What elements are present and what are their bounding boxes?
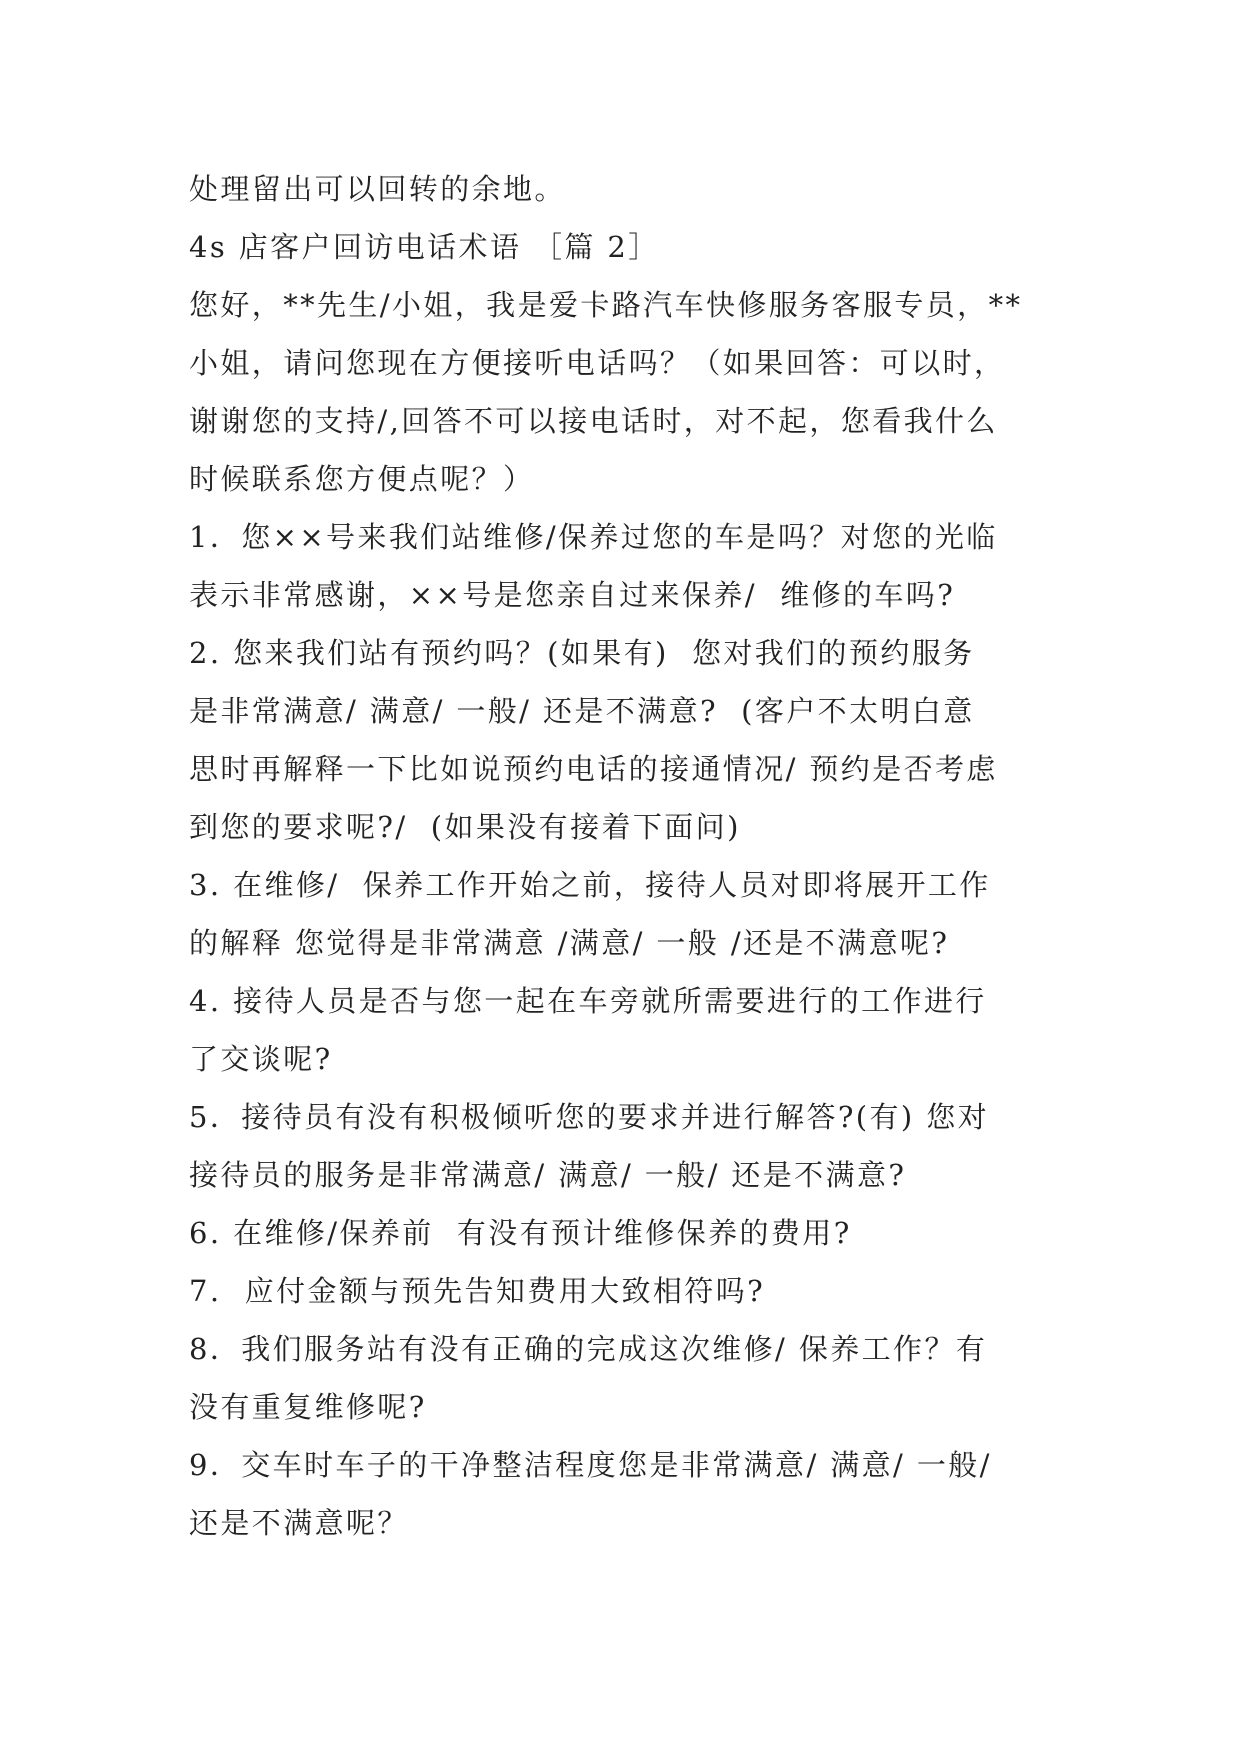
text-line: 是非常满意/ 满意/ 一般/ 还是不满意? (客户不太明白意 <box>189 694 975 728</box>
text-line: 时候联系您方便点呢？） <box>189 462 535 496</box>
text-line: 5．接待员有没有积极倾听您的要求并进行解答?(有) 您对 <box>189 1100 990 1134</box>
text-line: 了交谈呢? <box>189 1042 333 1076</box>
text-line: 您好，**先生/小姐，我是爱卡路汽车快修服务客服专员，** <box>189 288 1023 322</box>
text-line: 思时再解释一下比如说预约电话的接通情况/ 预约是否考虑 <box>189 752 998 786</box>
text-line: 谢谢您的支持/,回答不可以接电话时，对不起，您看我什么 <box>189 404 998 438</box>
text-line: 8．我们服务站有没有正确的完成这次维修/ 保养工作？有 <box>189 1332 988 1366</box>
text-line: 的解释 您觉得是非常满意 /满意/ 一般 /还是不满意呢? <box>189 926 950 960</box>
text-line: 处理留出可以回转的余地。 <box>189 172 566 206</box>
text-line: 还是不满意呢？ <box>189 1506 409 1540</box>
text-line: 7. 应付金额与预先告知费用大致相符吗? <box>189 1274 766 1308</box>
text-line: 9．交车时车子的干净整洁程度您是非常满意/ 满意/ 一般/ <box>189 1448 992 1482</box>
text-line: 接待员的服务是非常满意/ 满意/ 一般/ 还是不满意? <box>189 1158 907 1192</box>
section-heading: 4s 店客户回访电话术语 ［篇 2］ <box>189 230 660 264</box>
text-line: 小姐，请问您现在方便接听电话吗？（如果回答：可以时， <box>189 346 1006 380</box>
text-line: 1．您××号来我们站维修/保养过您的车是吗？对您的光临 <box>189 520 998 554</box>
document-body <box>189 160 1069 1552</box>
text-line: 6. 在维修/保养前 有没有预计维修保养的费用? <box>189 1216 852 1250</box>
text-line: 到您的要求呢?/ (如果没有接着下面问) <box>189 810 741 844</box>
text-line: 没有重复维修呢? <box>189 1390 427 1424</box>
text-line: 2. 您来我们站有预约吗？(如果有) 您对我们的预约服务 <box>189 636 975 670</box>
text-line: 4. 接待人员是否与您一起在车旁就所需要进行的工作进行 <box>189 984 987 1018</box>
text-line: 3. 在维修/ 保养工作开始之前，接待人员对即将展开工作 <box>189 868 991 902</box>
text-line: 表示非常感谢，××号是您亲自过来保养/ 维修的车吗? <box>189 578 956 612</box>
